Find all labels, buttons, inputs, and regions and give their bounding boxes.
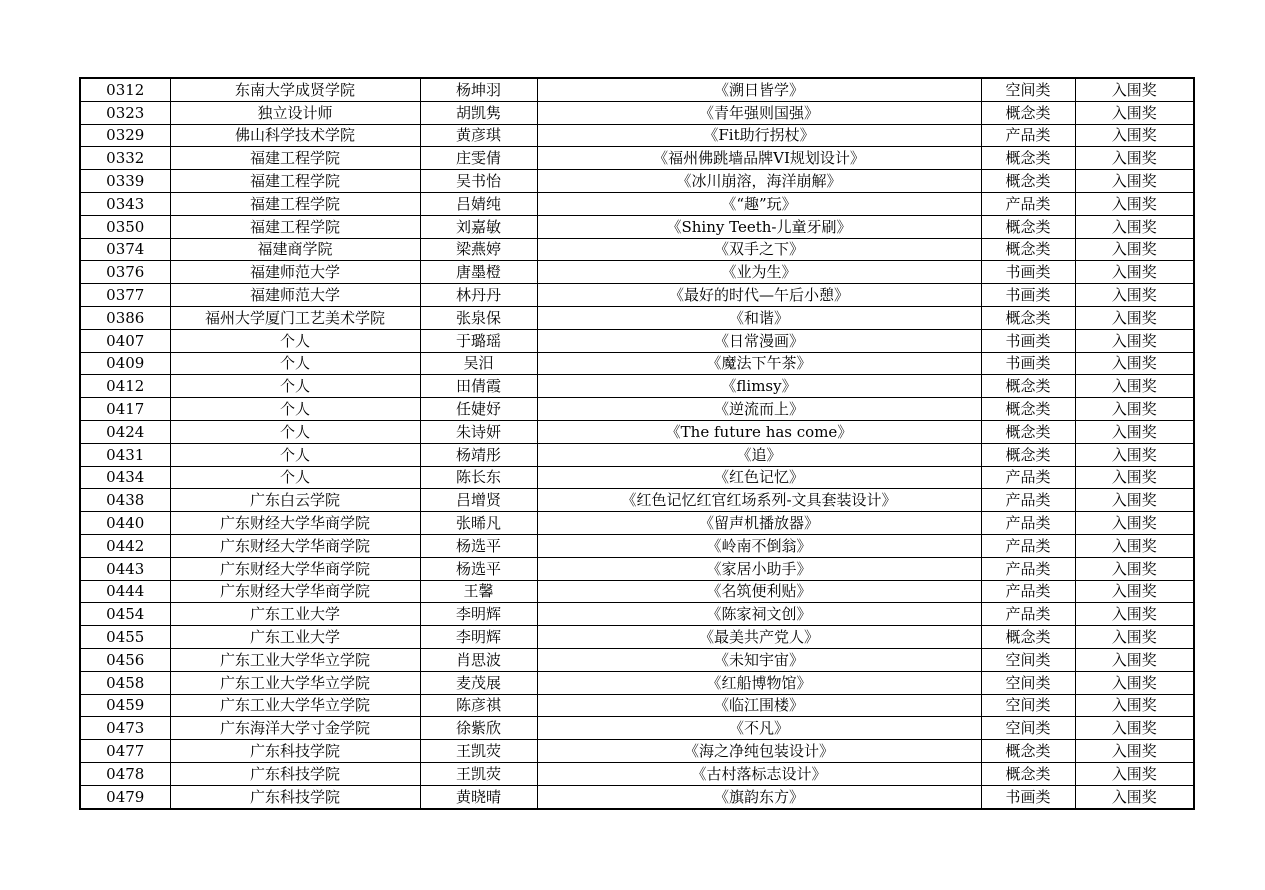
name-cell: 李明辉 <box>420 603 537 626</box>
table-row <box>80 762 1194 785</box>
work-title-cell: 《最好的时代—午后小憩》 <box>537 284 981 307</box>
category-cell: 概念类 <box>981 147 1075 170</box>
entry-id-cell: 0417 <box>80 398 170 421</box>
table-row <box>80 626 1194 649</box>
work-title-cell: 《溯日皆学》 <box>537 78 981 101</box>
entry-id-cell: 0377 <box>80 284 170 307</box>
category-cell: 产品类 <box>981 124 1075 147</box>
award-cell: 入围奖 <box>1075 762 1194 785</box>
entry-id-cell: 0339 <box>80 170 170 193</box>
name-cell: 杨选平 <box>420 534 537 557</box>
award-cell: 入围奖 <box>1075 124 1194 147</box>
table-row <box>80 170 1194 193</box>
table-row <box>80 671 1194 694</box>
work-title-cell: 《最美共产党人》 <box>537 626 981 649</box>
award-cell: 入围奖 <box>1075 580 1194 603</box>
work-title-cell: 《青年强则国强》 <box>537 101 981 124</box>
work-title-cell: 《临江围楼》 <box>537 694 981 717</box>
category-cell: 空间类 <box>981 694 1075 717</box>
entry-id-cell: 0332 <box>80 147 170 170</box>
award-cell: 入围奖 <box>1075 352 1194 375</box>
award-cell: 入围奖 <box>1075 512 1194 535</box>
name-cell: 杨选平 <box>420 557 537 580</box>
school-cell: 个人 <box>170 420 420 443</box>
award-cell: 入围奖 <box>1075 398 1194 421</box>
entry-id-cell: 0440 <box>80 512 170 535</box>
school-cell: 个人 <box>170 329 420 352</box>
table-row <box>80 284 1194 307</box>
work-title-cell: 《古村落标志设计》 <box>537 762 981 785</box>
school-cell: 个人 <box>170 466 420 489</box>
school-cell: 广东白云学院 <box>170 489 420 512</box>
work-title-cell: 《福州佛跳墙品牌VI规划设计》 <box>537 147 981 170</box>
table-row <box>80 534 1194 557</box>
table-row <box>80 124 1194 147</box>
work-title-cell: 《追》 <box>537 443 981 466</box>
school-cell: 广东财经大学华商学院 <box>170 580 420 603</box>
category-cell: 产品类 <box>981 466 1075 489</box>
award-cell: 入围奖 <box>1075 603 1194 626</box>
school-cell: 佛山科学技术学院 <box>170 124 420 147</box>
work-title-cell: 《魔法下午茶》 <box>537 352 981 375</box>
category-cell: 产品类 <box>981 557 1075 580</box>
award-cell: 入围奖 <box>1075 147 1194 170</box>
award-cell: 入围奖 <box>1075 694 1194 717</box>
category-cell: 空间类 <box>981 671 1075 694</box>
entry-id-cell: 0374 <box>80 238 170 261</box>
name-cell: 吕婧纯 <box>420 192 537 215</box>
work-title-cell: 《不凡》 <box>537 717 981 740</box>
entry-id-cell: 0312 <box>80 78 170 101</box>
name-cell: 徐紫欣 <box>420 717 537 740</box>
name-cell: 黄晓晴 <box>420 785 537 808</box>
award-cell: 入围奖 <box>1075 489 1194 512</box>
work-title-cell: 《业为生》 <box>537 261 981 284</box>
category-cell: 书画类 <box>981 352 1075 375</box>
award-cell: 入围奖 <box>1075 78 1194 101</box>
table-row <box>80 648 1194 671</box>
school-cell: 广东工业大学华立学院 <box>170 648 420 671</box>
school-cell: 福建工程学院 <box>170 192 420 215</box>
name-cell: 胡凯隽 <box>420 101 537 124</box>
school-cell: 广东工业大学 <box>170 626 420 649</box>
award-cell: 入围奖 <box>1075 375 1194 398</box>
school-cell: 个人 <box>170 375 420 398</box>
category-cell: 产品类 <box>981 512 1075 535</box>
category-cell: 概念类 <box>981 238 1075 261</box>
category-cell: 概念类 <box>981 420 1075 443</box>
work-title-cell: 《和谐》 <box>537 306 981 329</box>
work-title-cell: 《红色记忆红官红场系列-文具套装设计》 <box>537 489 981 512</box>
entry-id-cell: 0323 <box>80 101 170 124</box>
work-title-cell: 《The future has come》 <box>537 420 981 443</box>
table-row <box>80 740 1194 763</box>
name-cell: 王凯荧 <box>420 762 537 785</box>
category-cell: 书画类 <box>981 261 1075 284</box>
table-row <box>80 352 1194 375</box>
award-cell: 入围奖 <box>1075 466 1194 489</box>
work-title-cell: 《留声机播放器》 <box>537 512 981 535</box>
category-cell: 概念类 <box>981 626 1075 649</box>
name-cell: 肖思波 <box>420 648 537 671</box>
entry-id-cell: 0444 <box>80 580 170 603</box>
school-cell: 福建师范大学 <box>170 284 420 307</box>
work-title-cell: 《逆流而上》 <box>537 398 981 421</box>
name-cell: 陈长东 <box>420 466 537 489</box>
entry-id-cell: 0473 <box>80 717 170 740</box>
award-cell: 入围奖 <box>1075 284 1194 307</box>
school-cell: 福州大学厦门工艺美术学院 <box>170 306 420 329</box>
entry-id-cell: 0350 <box>80 215 170 238</box>
category-cell: 书画类 <box>981 785 1075 808</box>
award-table <box>79 77 1195 810</box>
name-cell: 梁燕婷 <box>420 238 537 261</box>
category-cell: 产品类 <box>981 534 1075 557</box>
category-cell: 空间类 <box>981 78 1075 101</box>
table-row <box>80 420 1194 443</box>
table-row <box>80 238 1194 261</box>
school-cell: 福建工程学院 <box>170 170 420 193</box>
table-row <box>80 717 1194 740</box>
award-cell: 入围奖 <box>1075 626 1194 649</box>
award-cell: 入围奖 <box>1075 329 1194 352</box>
category-cell: 概念类 <box>981 375 1075 398</box>
table-row <box>80 785 1194 808</box>
name-cell: 李明辉 <box>420 626 537 649</box>
category-cell: 概念类 <box>981 306 1075 329</box>
name-cell: 任婕妤 <box>420 398 537 421</box>
entry-id-cell: 0442 <box>80 534 170 557</box>
award-cell: 入围奖 <box>1075 717 1194 740</box>
work-title-cell: 《名筑便利贴》 <box>537 580 981 603</box>
name-cell: 张泉保 <box>420 306 537 329</box>
award-cell: 入围奖 <box>1075 420 1194 443</box>
entry-id-cell: 0412 <box>80 375 170 398</box>
entry-id-cell: 0438 <box>80 489 170 512</box>
name-cell: 于璐瑶 <box>420 329 537 352</box>
name-cell: 王凯荧 <box>420 740 537 763</box>
award-cell: 入围奖 <box>1075 101 1194 124</box>
entry-id-cell: 0478 <box>80 762 170 785</box>
work-title-cell: 《Shiny Teeth-儿童牙刷》 <box>537 215 981 238</box>
work-title-cell: 《未知宇宙》 <box>537 648 981 671</box>
award-cell: 入围奖 <box>1075 192 1194 215</box>
category-cell: 概念类 <box>981 443 1075 466</box>
entry-id-cell: 0455 <box>80 626 170 649</box>
category-cell: 产品类 <box>981 603 1075 626</box>
table-row <box>80 603 1194 626</box>
school-cell: 福建工程学院 <box>170 147 420 170</box>
entry-id-cell: 0407 <box>80 329 170 352</box>
award-cell: 入围奖 <box>1075 534 1194 557</box>
entry-id-cell: 0459 <box>80 694 170 717</box>
award-cell: 入围奖 <box>1075 648 1194 671</box>
category-cell: 概念类 <box>981 398 1075 421</box>
work-title-cell: 《陈家祠文创》 <box>537 603 981 626</box>
category-cell: 书画类 <box>981 329 1075 352</box>
work-title-cell: 《flimsy》 <box>537 375 981 398</box>
school-cell: 广东财经大学华商学院 <box>170 557 420 580</box>
name-cell: 刘嘉敏 <box>420 215 537 238</box>
work-title-cell: 《岭南不倒翁》 <box>537 534 981 557</box>
work-title-cell: 《旗韵东方》 <box>537 785 981 808</box>
school-cell: 广东海洋大学寸金学院 <box>170 717 420 740</box>
school-cell: 广东财经大学华商学院 <box>170 534 420 557</box>
award-cell: 入围奖 <box>1075 238 1194 261</box>
category-cell: 产品类 <box>981 192 1075 215</box>
table-row <box>80 489 1194 512</box>
award-cell: 入围奖 <box>1075 740 1194 763</box>
work-title-cell: 《日常漫画》 <box>537 329 981 352</box>
award-cell: 入围奖 <box>1075 443 1194 466</box>
school-cell: 福建师范大学 <box>170 261 420 284</box>
work-title-cell: 《“趣”玩》 <box>537 192 981 215</box>
entry-id-cell: 0434 <box>80 466 170 489</box>
school-cell: 广东工业大学 <box>170 603 420 626</box>
work-title-cell: 《海之净纯包装设计》 <box>537 740 981 763</box>
school-cell: 福建工程学院 <box>170 215 420 238</box>
table-row <box>80 101 1194 124</box>
category-cell: 空间类 <box>981 717 1075 740</box>
work-title-cell: 《双手之下》 <box>537 238 981 261</box>
school-cell: 广东科技学院 <box>170 762 420 785</box>
name-cell: 吕增贤 <box>420 489 537 512</box>
category-cell: 产品类 <box>981 489 1075 512</box>
table-row <box>80 375 1194 398</box>
school-cell: 广东科技学院 <box>170 740 420 763</box>
entry-id-cell: 0479 <box>80 785 170 808</box>
school-cell: 东南大学成贤学院 <box>170 78 420 101</box>
name-cell: 杨靖彤 <box>420 443 537 466</box>
entry-id-cell: 0386 <box>80 306 170 329</box>
table-row <box>80 329 1194 352</box>
work-title-cell: 《红船博物馆》 <box>537 671 981 694</box>
entry-id-cell: 0343 <box>80 192 170 215</box>
school-cell: 个人 <box>170 352 420 375</box>
name-cell: 唐墨橙 <box>420 261 537 284</box>
name-cell: 田倩霞 <box>420 375 537 398</box>
entry-id-cell: 0431 <box>80 443 170 466</box>
work-title-cell: 《家居小助手》 <box>537 557 981 580</box>
table-row <box>80 694 1194 717</box>
school-cell: 广东科技学院 <box>170 785 420 808</box>
table-row <box>80 306 1194 329</box>
award-cell: 入围奖 <box>1075 306 1194 329</box>
name-cell: 杨坤羽 <box>420 78 537 101</box>
category-cell: 空间类 <box>981 648 1075 671</box>
award-cell: 入围奖 <box>1075 170 1194 193</box>
category-cell: 概念类 <box>981 740 1075 763</box>
school-cell: 广东财经大学华商学院 <box>170 512 420 535</box>
category-cell: 书画类 <box>981 284 1075 307</box>
table-row <box>80 192 1194 215</box>
name-cell: 黄彦琪 <box>420 124 537 147</box>
entry-id-cell: 0454 <box>80 603 170 626</box>
entry-id-cell: 0409 <box>80 352 170 375</box>
table-row <box>80 215 1194 238</box>
school-cell: 广东工业大学华立学院 <box>170 694 420 717</box>
award-cell: 入围奖 <box>1075 215 1194 238</box>
name-cell: 张晞凡 <box>420 512 537 535</box>
name-cell: 陈彦祺 <box>420 694 537 717</box>
school-cell: 福建商学院 <box>170 238 420 261</box>
table-row <box>80 466 1194 489</box>
entry-id-cell: 0443 <box>80 557 170 580</box>
name-cell: 庄雯倩 <box>420 147 537 170</box>
table-row <box>80 557 1194 580</box>
category-cell: 概念类 <box>981 762 1075 785</box>
entry-id-cell: 0376 <box>80 261 170 284</box>
entry-id-cell: 0477 <box>80 740 170 763</box>
name-cell: 吴书怡 <box>420 170 537 193</box>
work-title-cell: 《Fit助行拐杖》 <box>537 124 981 147</box>
work-title-cell: 《红色记忆》 <box>537 466 981 489</box>
school-cell: 独立设计师 <box>170 101 420 124</box>
table-row <box>80 512 1194 535</box>
table-row <box>80 261 1194 284</box>
award-cell: 入围奖 <box>1075 261 1194 284</box>
award-cell: 入围奖 <box>1075 671 1194 694</box>
work-title-cell: 《冰川崩溶，海洋崩解》 <box>537 170 981 193</box>
award-cell: 入围奖 <box>1075 785 1194 808</box>
school-cell: 个人 <box>170 398 420 421</box>
category-cell: 产品类 <box>981 580 1075 603</box>
award-cell: 入围奖 <box>1075 557 1194 580</box>
school-cell: 个人 <box>170 443 420 466</box>
table-body <box>80 78 1194 809</box>
name-cell: 吴汨 <box>420 352 537 375</box>
category-cell: 概念类 <box>981 101 1075 124</box>
table-row <box>80 147 1194 170</box>
school-cell: 广东工业大学华立学院 <box>170 671 420 694</box>
name-cell: 朱诗妍 <box>420 420 537 443</box>
entry-id-cell: 0456 <box>80 648 170 671</box>
name-cell: 王馨 <box>420 580 537 603</box>
category-cell: 概念类 <box>981 215 1075 238</box>
entry-id-cell: 0329 <box>80 124 170 147</box>
table-row <box>80 580 1194 603</box>
entry-id-cell: 0458 <box>80 671 170 694</box>
name-cell: 林丹丹 <box>420 284 537 307</box>
table-row <box>80 398 1194 421</box>
category-cell: 概念类 <box>981 170 1075 193</box>
name-cell: 麦茂展 <box>420 671 537 694</box>
table-row <box>80 78 1194 101</box>
entry-id-cell: 0424 <box>80 420 170 443</box>
table-row <box>80 443 1194 466</box>
